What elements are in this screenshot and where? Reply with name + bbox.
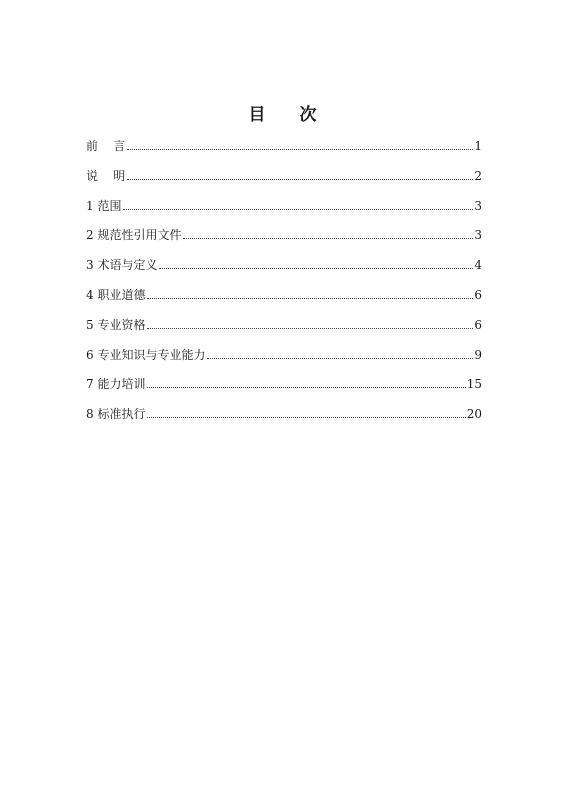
toc-page-number: 15: [466, 377, 482, 392]
toc-entry-scope[interactable]: [86, 196, 482, 226]
dot-leader: [147, 297, 473, 299]
toc-entry-training[interactable]: [86, 374, 482, 404]
dot-leader: [147, 416, 465, 418]
dot-leader: [147, 327, 473, 329]
toc-entry-label: 说 明: [86, 168, 126, 183]
toc-page-number: 3: [474, 198, 482, 213]
dot-leader: [147, 386, 465, 388]
toc-entry-label: 7 能力培训: [86, 377, 146, 392]
toc-entry-label: 4 职业道德: [86, 287, 146, 302]
table-of-contents: [86, 136, 482, 434]
toc-page-number: 20: [466, 407, 482, 422]
toc-page-number: 3: [474, 228, 482, 243]
toc-entry-notes[interactable]: [86, 166, 482, 196]
dot-leader: [127, 178, 473, 180]
toc-entry-label: 3 术语与定义: [86, 258, 158, 273]
toc-entry-implementation[interactable]: [86, 404, 482, 434]
toc-entry-knowledge-ability[interactable]: [86, 345, 482, 375]
toc-entry-label: 8 标准执行: [86, 407, 146, 422]
page-title: 目 次: [248, 105, 331, 125]
dot-leader: [123, 208, 473, 210]
dot-leader: [183, 237, 473, 239]
toc-page-number: 6: [474, 287, 482, 302]
toc-entry-label: 6 专业知识与专业能力: [86, 347, 206, 362]
toc-page-number: 2: [474, 168, 482, 183]
dot-leader: [207, 357, 473, 359]
toc-page-number: 4: [474, 258, 482, 273]
toc-page-number: 9: [474, 347, 482, 362]
toc-page-number: 6: [474, 317, 482, 332]
toc-entry-professional-ethics[interactable]: [86, 285, 482, 315]
toc-page-number: 1: [474, 139, 482, 153]
toc-entry-preface[interactable]: [86, 136, 482, 166]
dot-leader: [127, 148, 473, 150]
toc-entry-normative-references[interactable]: [86, 225, 482, 255]
toc-entry-label: 2 规范性引用文件: [86, 228, 182, 243]
toc-entry-label: 前 言: [86, 139, 126, 153]
toc-entry-terms-definitions[interactable]: [86, 255, 482, 285]
toc-entry-label: 1 范围: [86, 198, 122, 213]
dot-leader: [159, 267, 473, 269]
toc-entry-label: 5 专业资格: [86, 317, 146, 332]
toc-entry-qualifications[interactable]: [86, 315, 482, 345]
